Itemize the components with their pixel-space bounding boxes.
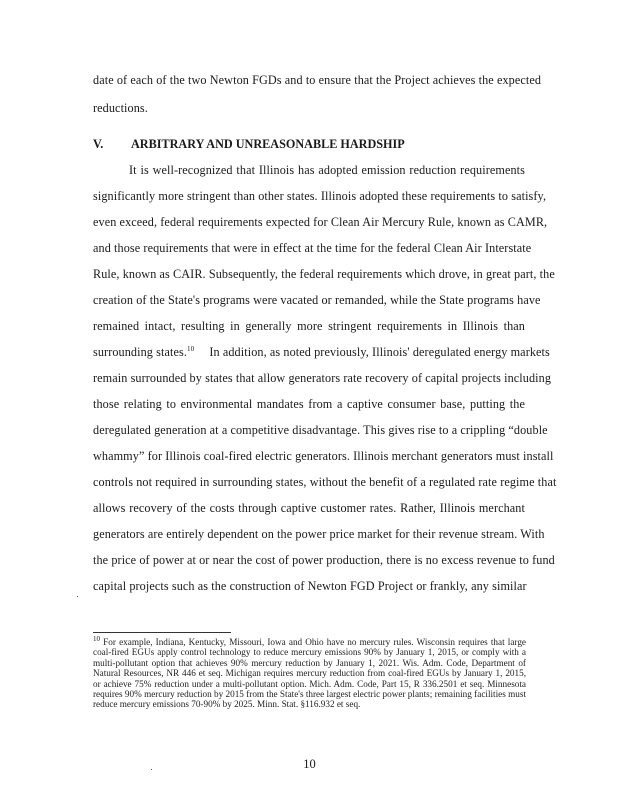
body-line-6: creation of the State's programs were vacated or remanded, while the State programs have: [93, 293, 541, 307]
section-number: V.: [93, 137, 104, 151]
intro-line-2: reductions.: [93, 101, 148, 115]
body-line-13: controls not required in surrounding states, without the benefit of a regulated rate regime that: [93, 475, 557, 489]
body-line-15: generators are entirely dependent on the power price market for their revenue stream. With: [93, 527, 545, 541]
body-line-7: remained intact, resulting in generally more stringent requirements in Illinois than: [93, 319, 525, 333]
body-line-5: Rule, known as CAIR. Subsequently, the federal requirements which drove, in great part, the: [93, 267, 555, 281]
intro-line-1: date of each of the two Newton FGDs and to ensure that the Project achieves the expected: [93, 73, 542, 87]
body-line-1: It is well-recognized that Illinois has adopted emission reduction requirements: [129, 163, 525, 177]
body-line-16: the price of power at or near the cost of power production, there is no excess revenue to fund: [93, 553, 555, 567]
scan-speck: [151, 769, 152, 770]
body-line-8-start: surrounding states.: [93, 345, 187, 359]
page-number: 10: [303, 757, 316, 771]
body-line-8-continuation: In addition, as noted previously, Illinois' deregulated energy markets: [209, 345, 550, 359]
body-line-8: [93, 344, 550, 360]
body-line-4: and those requirements that were in effect at the time for the federal Clean Air Interstate: [93, 241, 532, 255]
footnote-marker: 10: [93, 634, 100, 643]
footnote: [93, 634, 526, 710]
body-line-9: remain surrounded by states that allow generators rate recovery of capital projects including: [93, 371, 552, 385]
scan-speck: [77, 596, 78, 597]
body-line-3: even exceed, federal requirements expected for Clean Air Mercury Rule, known as CAMR,: [93, 215, 548, 229]
footnote-divider: [93, 632, 231, 633]
body-line-10: those relating to environmental mandates from a captive consumer base, putting the: [93, 397, 525, 411]
footnote-text: For example, Indiana, Kentucky, Missouri, Iowa and Ohio have no mercury rules. Wisconsin requires that large coal-fired EGUs apply control technology to reduce mercury emissions 90% by January 1, 2015, or comply with a multi-pollutant option that achieves 90% mercury reduction by January 1, 2021. Wis. Adm. Code, Department of Natural Resources, NR 446 et seq. Michigan requires mercury reduction from coal-fired EGUs by January 1, 2015, or achieve 75% reduction under a multi-pollutant option. Mich. Adm. Code, Part 15, R 336.2501 et seq. Minnesota requires 90% mercury reduction by 2015 from the State's three largest electric power plants; remaining facilities must reduce mercury emissions 70-90% by 2025. Minn. Stat. §116.932 et seq.: [93, 637, 526, 710]
body-line-14: allows recovery of the costs through captive customer rates. Rather, Illinois merchant: [93, 501, 525, 515]
body-line-2: significantly more stringent than other states. Illinois adopted these requirements to satisfy,: [93, 189, 547, 203]
section-title: ARBITRARY AND UNREASONABLE HARDSHIP: [131, 137, 405, 151]
body-line-17: capital projects such as the construction of Newton FGD Project or frankly, any similar: [93, 579, 527, 593]
footnote-reference: 10: [186, 344, 195, 353]
body-line-12: whammy” for Illinois coal-fired electric generators. Illinois merchant generators must install: [93, 449, 554, 463]
body-line-11: deregulated generation at a competitive disadvantage. This gives rise to a crippling “double: [93, 423, 548, 437]
